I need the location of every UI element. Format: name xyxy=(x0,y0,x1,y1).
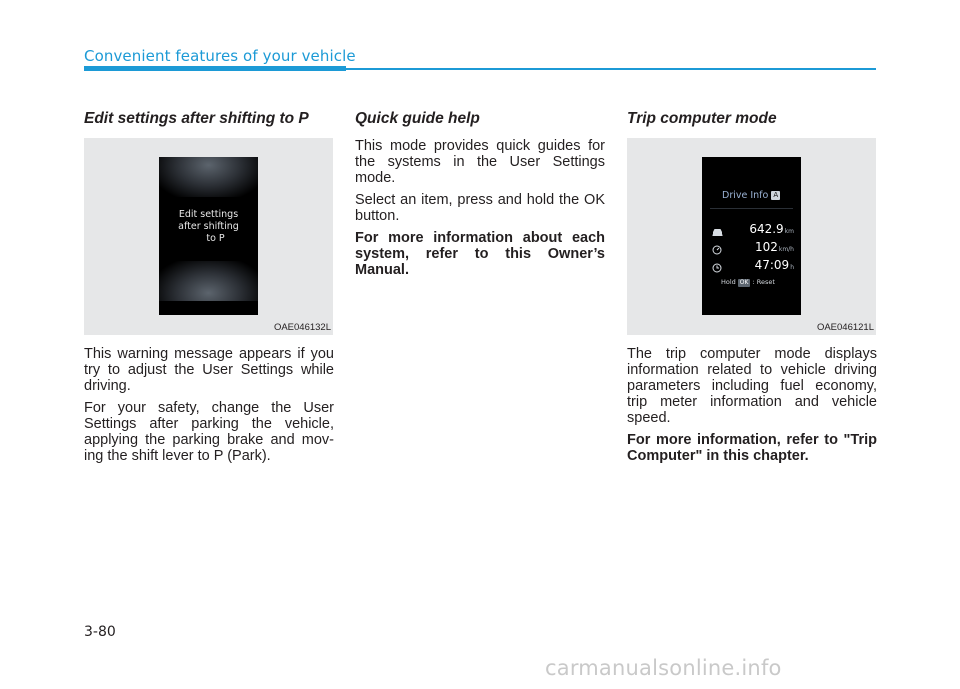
cluster-screen xyxy=(702,157,801,315)
row-distance xyxy=(712,222,796,236)
drive-info-title xyxy=(722,190,780,201)
screen-line-3: to P xyxy=(206,233,225,244)
bold-paragraph: For more information about each system, refer to this Owner’s Manual. xyxy=(355,230,605,278)
screen-line-2: after shifting xyxy=(178,221,239,232)
section-header-title: Convenient features of your vehicle xyxy=(84,47,356,65)
divider xyxy=(710,208,793,209)
figure-trip-computer xyxy=(627,138,876,335)
row-time xyxy=(712,258,796,272)
bold-paragraph: For more information, refer to "Trip Computer" in this chapter. xyxy=(627,432,877,464)
distance-value: 642.9km xyxy=(749,222,794,236)
clock-icon xyxy=(712,260,722,278)
column-edit-settings xyxy=(84,110,334,470)
figure-code: OAE046121L xyxy=(816,322,874,333)
cluster-screen xyxy=(159,157,258,315)
screen-glow-top xyxy=(159,157,258,197)
paragraph: This mode provides quick guides for the systems in the User Settings mode. xyxy=(355,138,605,186)
header-rule xyxy=(346,68,876,70)
row-speed xyxy=(712,240,796,254)
paragraph: The trip computer mode displays information related to vehicle driving parameters including fuel economy, trip meter information and vehicle speed. xyxy=(627,346,877,426)
figure-edit-settings xyxy=(84,138,333,335)
time-value: 47:09h xyxy=(754,258,794,272)
paragraph: Select an item, press and hold the OK button. xyxy=(355,192,605,224)
paragraph: This warning message appears if you try to adjust the User Settings while driving. xyxy=(84,346,334,394)
heading-quick-guide: Quick guide help xyxy=(355,110,480,127)
screen-line-1: Edit settings xyxy=(178,209,239,220)
ok-button-label: OK xyxy=(739,279,749,286)
figure-code: OAE046132L xyxy=(273,322,331,333)
hold-reset-hint: Hold OK : Reset xyxy=(721,278,775,286)
header-accent-bar xyxy=(84,66,346,71)
column-trip-computer xyxy=(627,110,877,470)
watermark: carmanualsonline.info xyxy=(545,656,782,680)
column-quick-guide xyxy=(355,110,605,284)
heading-edit-settings: Edit settings after shifting to P xyxy=(84,110,309,127)
paragraph: For your safety, change the User Settings after parking the vehicle, applying the parking brake and mov-ing the shift lever to P (Park). xyxy=(84,400,334,464)
speed-value: 102km/h xyxy=(754,240,794,254)
mode-badge: A xyxy=(773,191,779,199)
screen-glow-bottom xyxy=(159,261,258,301)
drive-info-label: Drive Info xyxy=(722,190,769,201)
page-number: 3-80 xyxy=(84,624,116,640)
heading-trip-computer: Trip computer mode xyxy=(627,110,777,127)
screen-warning-text xyxy=(159,209,258,245)
